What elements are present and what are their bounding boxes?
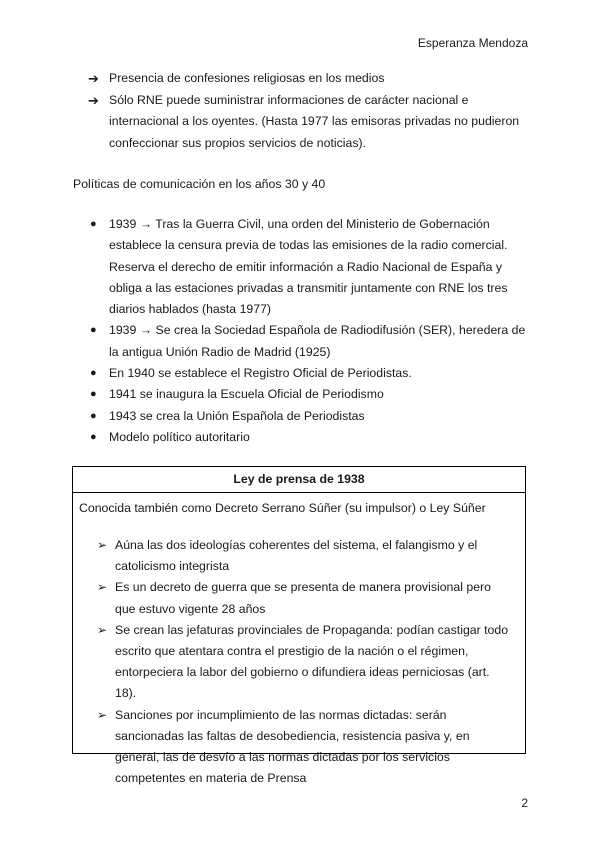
list-item <box>88 320 528 363</box>
law-table-intro: Conocida también como Decreto Serrano Súñer (su impulsor) o Ley Súñer <box>79 501 486 515</box>
list-item <box>97 705 513 790</box>
list-item-text: En 1940 se establece el Registro Oficial de Periodistas. <box>109 366 412 381</box>
arrow-right-icon: ➔ <box>88 92 99 108</box>
bullet-list <box>88 214 528 448</box>
list-item <box>88 406 528 427</box>
list-item <box>88 90 528 155</box>
list-item <box>88 363 528 384</box>
chevron-right-icon: ➢ <box>97 707 108 722</box>
list-item <box>97 620 513 705</box>
bullet-icon: ● <box>90 430 97 443</box>
bullet-icon: ● <box>90 324 97 337</box>
chevron-right-icon: ➢ <box>97 580 108 595</box>
bullet-icon: ● <box>90 367 97 380</box>
bullet-icon: ● <box>90 409 97 422</box>
bullet-icon: ● <box>90 218 97 230</box>
list-item <box>88 384 528 405</box>
list-item-text: Se crean las jefaturas provinciales de Propaganda: podían castigar todo escrito que atentara contra el prestigio de la nación o el régimen, entorpeciera la labor del gobierno o difundiera ideas perniciosas (art. 18). <box>115 622 509 701</box>
list-item-text: Sanciones por incumplimiento de las normas dictadas: serán sancionadas las faltas de desobediencia, resistencia pasiva y, en general, las de desvío a las normas dictadas por los servicios competentes en materia de Prensa <box>115 707 470 786</box>
list-item <box>88 68 528 90</box>
list-item-text: Sólo RNE puede suministrar informaciones de carácter nacional e internacional a los oyentes. (Hasta 1977 las emisoras privadas no pudieron confeccionar sus propios servicios de noticias). <box>109 92 520 150</box>
header-author: Esperanza Mendoza <box>417 36 528 50</box>
list-item-text: 1941 se inaugura la Escuela Oficial de Periodismo <box>109 387 384 402</box>
list-item-text: Es un decreto de guerra que se presenta de manera provisional pero que estuvo vigente 28 años <box>115 580 491 616</box>
list-item-text: 1939 → Tras la Guerra Civil, una orden del Ministerio de Gobernación establece la censura previa de todas las emisiones de la radio comercial. Reserva el derecho de emitir información a Radio Nacional de España y obliga a las estaciones privadas a transmitir juntamente con RNE los tres diarios hablados (hasta 1977) <box>109 217 508 317</box>
law-table <box>72 466 526 786</box>
list-item <box>97 577 513 619</box>
arrow-right-icon: ➔ <box>88 71 99 86</box>
list-item <box>88 427 528 448</box>
list-item-text: 1943 se crea la Unión Española de Periodistas <box>109 408 365 423</box>
chevron-right-icon: ➢ <box>97 538 108 552</box>
list-item-text: Aúna las dos ideologías coherentes del sistema, el falangismo y el catolicismo integrista <box>115 538 478 574</box>
section-title: Políticas de comunicación en los años 30 y 40 <box>73 177 326 191</box>
chevron-right-icon: ➢ <box>97 622 108 637</box>
law-table-title: Ley de prensa de 1938 <box>73 467 525 493</box>
list-item-text: Presencia de confesiones religiosas en los medios <box>109 71 385 85</box>
list-item <box>97 535 513 577</box>
bullet-icon: ● <box>90 388 97 401</box>
arrow-list <box>88 68 528 154</box>
list-item-text: Modelo político autoritario <box>109 429 250 444</box>
list-item-text: 1939 → Se crea la Sociedad Española de Radiodifusión (SER), heredera de la antigua Unión Radio de Madrid (1925) <box>109 323 526 359</box>
list-item <box>88 214 528 320</box>
page-number: 2 <box>521 796 528 810</box>
law-items-list <box>73 535 525 789</box>
